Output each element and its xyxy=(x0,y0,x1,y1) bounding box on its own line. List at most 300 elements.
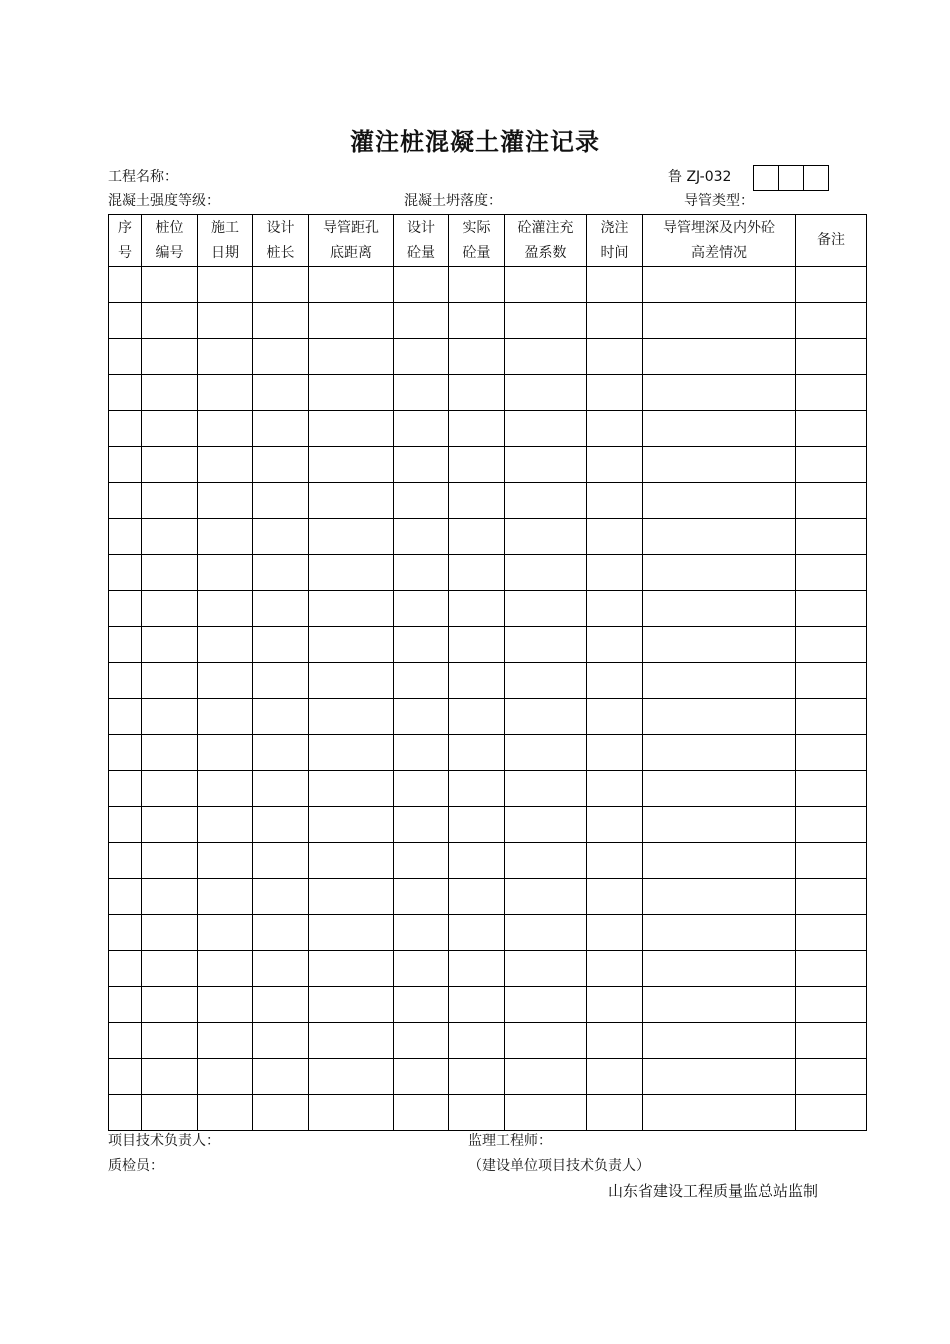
table-cell[interactable] xyxy=(587,699,643,735)
table-cell[interactable] xyxy=(253,807,309,843)
table-cell[interactable] xyxy=(505,663,587,699)
table-cell[interactable] xyxy=(198,879,253,915)
table-cell[interactable] xyxy=(309,339,394,375)
table-cell[interactable] xyxy=(394,699,449,735)
table-cell[interactable] xyxy=(505,519,587,555)
table-cell[interactable] xyxy=(587,915,643,951)
table-cell[interactable] xyxy=(796,987,867,1023)
table-cell[interactable] xyxy=(142,1059,198,1095)
table-cell[interactable] xyxy=(796,807,867,843)
tech-lead-label: 项目技术负责人： xyxy=(108,1133,220,1149)
table-cell[interactable] xyxy=(505,951,587,987)
table-cell[interactable] xyxy=(109,771,142,807)
table-cell[interactable] xyxy=(198,843,253,879)
table-cell[interactable] xyxy=(394,663,449,699)
table-cell[interactable] xyxy=(796,1095,867,1131)
table-cell[interactable] xyxy=(587,411,643,447)
table-cell[interactable] xyxy=(198,303,253,339)
table-cell[interactable] xyxy=(198,915,253,951)
table-cell[interactable] xyxy=(796,663,867,699)
table-cell[interactable] xyxy=(587,519,643,555)
table-cell[interactable] xyxy=(253,339,309,375)
table-cell[interactable] xyxy=(109,879,142,915)
table-cell[interactable] xyxy=(587,1059,643,1095)
table-cell[interactable] xyxy=(587,843,643,879)
table-row xyxy=(109,699,867,735)
table-cell[interactable] xyxy=(587,339,643,375)
table-cell[interactable] xyxy=(109,1095,142,1131)
table-cell[interactable] xyxy=(394,339,449,375)
table-cell[interactable] xyxy=(109,1023,142,1059)
table-cell[interactable] xyxy=(449,987,505,1023)
table-cell[interactable] xyxy=(309,699,394,735)
table-row xyxy=(109,771,867,807)
table-cell[interactable] xyxy=(587,663,643,699)
table-cell[interactable] xyxy=(142,807,198,843)
table-cell[interactable] xyxy=(796,1059,867,1095)
table-cell[interactable] xyxy=(796,555,867,591)
table-cell[interactable] xyxy=(643,267,796,303)
table-cell[interactable] xyxy=(253,267,309,303)
table-cell[interactable] xyxy=(505,447,587,483)
table-cell[interactable] xyxy=(253,1023,309,1059)
form-number-box[interactable] xyxy=(753,165,779,191)
table-cell[interactable] xyxy=(198,627,253,663)
table-cell[interactable] xyxy=(142,951,198,987)
table-cell[interactable] xyxy=(505,375,587,411)
table-cell[interactable] xyxy=(449,555,505,591)
table-cell[interactable] xyxy=(253,951,309,987)
table-cell[interactable] xyxy=(796,771,867,807)
form-number-boxes xyxy=(753,165,829,191)
table-cell[interactable] xyxy=(109,735,142,771)
table-cell[interactable] xyxy=(505,987,587,1023)
table-cell[interactable] xyxy=(394,267,449,303)
table-cell[interactable] xyxy=(198,339,253,375)
table-cell[interactable] xyxy=(198,735,253,771)
table-cell[interactable] xyxy=(109,915,142,951)
table-cell[interactable] xyxy=(142,519,198,555)
table-cell[interactable] xyxy=(505,1059,587,1095)
table-cell[interactable] xyxy=(449,843,505,879)
table-cell[interactable] xyxy=(109,555,142,591)
table-cell[interactable] xyxy=(142,1023,198,1059)
table-cell[interactable] xyxy=(142,1095,198,1131)
table-cell[interactable] xyxy=(587,951,643,987)
table-cell[interactable] xyxy=(587,807,643,843)
table-cell[interactable] xyxy=(449,663,505,699)
table-cell[interactable] xyxy=(505,627,587,663)
table-row xyxy=(109,267,867,303)
table-cell[interactable] xyxy=(394,627,449,663)
table-row xyxy=(109,843,867,879)
table-cell[interactable] xyxy=(643,303,796,339)
table-cell[interactable] xyxy=(253,879,309,915)
table-cell[interactable] xyxy=(643,735,796,771)
table-cell[interactable] xyxy=(449,303,505,339)
table-cell[interactable] xyxy=(643,591,796,627)
table-cell[interactable] xyxy=(198,483,253,519)
table-cell[interactable] xyxy=(449,699,505,735)
table-cell[interactable] xyxy=(505,879,587,915)
table-cell[interactable] xyxy=(643,483,796,519)
table-cell[interactable] xyxy=(449,951,505,987)
table-cell[interactable] xyxy=(587,879,643,915)
table-cell[interactable] xyxy=(394,879,449,915)
table-cell[interactable] xyxy=(198,267,253,303)
table-cell[interactable] xyxy=(796,843,867,879)
table-cell[interactable] xyxy=(198,807,253,843)
table-cell[interactable] xyxy=(394,807,449,843)
table-cell[interactable] xyxy=(796,699,867,735)
table-cell[interactable] xyxy=(796,447,867,483)
form-number-box[interactable] xyxy=(778,165,804,191)
table-cell[interactable] xyxy=(309,1023,394,1059)
table-cell[interactable] xyxy=(309,375,394,411)
table-cell[interactable] xyxy=(142,447,198,483)
table-cell[interactable] xyxy=(394,1059,449,1095)
table-cell[interactable] xyxy=(309,591,394,627)
table-cell[interactable] xyxy=(643,447,796,483)
table-cell[interactable] xyxy=(309,807,394,843)
table-cell[interactable] xyxy=(109,411,142,447)
table-cell[interactable] xyxy=(643,1023,796,1059)
table-cell[interactable] xyxy=(309,663,394,699)
table-cell[interactable] xyxy=(449,1095,505,1131)
table-cell[interactable] xyxy=(142,987,198,1023)
table-row xyxy=(109,483,867,519)
table-cell[interactable] xyxy=(253,663,309,699)
table-row xyxy=(109,1059,867,1095)
table-cell[interactable] xyxy=(309,483,394,519)
table-cell[interactable] xyxy=(449,915,505,951)
table-cell[interactable] xyxy=(253,843,309,879)
table-cell[interactable] xyxy=(643,915,796,951)
table-cell[interactable] xyxy=(449,411,505,447)
table-cell[interactable] xyxy=(449,807,505,843)
table-cell[interactable] xyxy=(253,915,309,951)
table-cell[interactable] xyxy=(394,987,449,1023)
table-cell[interactable] xyxy=(109,483,142,519)
table-cell[interactable] xyxy=(796,267,867,303)
table-cell[interactable] xyxy=(309,915,394,951)
table-cell[interactable] xyxy=(505,483,587,519)
table-cell[interactable] xyxy=(109,951,142,987)
table-cell[interactable] xyxy=(142,267,198,303)
table-cell[interactable] xyxy=(643,375,796,411)
table-cell[interactable] xyxy=(449,267,505,303)
table-cell[interactable] xyxy=(253,1095,309,1131)
table-row xyxy=(109,519,867,555)
table-cell[interactable] xyxy=(796,375,867,411)
table-cell[interactable] xyxy=(253,1059,309,1095)
table-cell[interactable] xyxy=(394,303,449,339)
table-row xyxy=(109,879,867,915)
table-cell[interactable] xyxy=(142,627,198,663)
table-cell[interactable] xyxy=(587,771,643,807)
table-cell[interactable] xyxy=(253,555,309,591)
table-cell[interactable] xyxy=(198,663,253,699)
table-cell[interactable] xyxy=(587,1095,643,1131)
table-cell[interactable] xyxy=(449,879,505,915)
table-cell[interactable] xyxy=(309,303,394,339)
table-cell[interactable] xyxy=(309,447,394,483)
table-cell[interactable] xyxy=(198,591,253,627)
table-cell[interactable] xyxy=(142,879,198,915)
table-cell[interactable] xyxy=(505,771,587,807)
conduit-type-label: 导管类型： xyxy=(684,193,754,209)
table-cell[interactable] xyxy=(796,1023,867,1059)
table-cell[interactable] xyxy=(309,735,394,771)
table-cell[interactable] xyxy=(198,519,253,555)
form-number-box[interactable] xyxy=(803,165,829,191)
table-cell[interactable] xyxy=(394,1023,449,1059)
table-cell[interactable] xyxy=(505,843,587,879)
table-cell[interactable] xyxy=(253,375,309,411)
table-cell[interactable] xyxy=(109,627,142,663)
table-cell[interactable] xyxy=(309,951,394,987)
table-cell[interactable] xyxy=(587,591,643,627)
table-cell[interactable] xyxy=(587,555,643,591)
table-cell[interactable] xyxy=(309,1095,394,1131)
table-cell[interactable] xyxy=(253,303,309,339)
table-cell[interactable] xyxy=(449,627,505,663)
table-cell[interactable] xyxy=(142,771,198,807)
table-cell[interactable] xyxy=(142,411,198,447)
table-cell[interactable] xyxy=(643,555,796,591)
header-fill-coefficient: 砼灌注充 盈系数 xyxy=(505,215,587,267)
table-cell[interactable] xyxy=(796,483,867,519)
table-cell[interactable] xyxy=(309,519,394,555)
table-cell[interactable] xyxy=(796,519,867,555)
table-cell[interactable] xyxy=(198,1059,253,1095)
table-cell[interactable] xyxy=(142,375,198,411)
table-cell[interactable] xyxy=(449,447,505,483)
table-cell[interactable] xyxy=(198,1023,253,1059)
table-cell[interactable] xyxy=(643,879,796,915)
table-cell[interactable] xyxy=(587,483,643,519)
table-cell[interactable] xyxy=(505,807,587,843)
table-cell[interactable] xyxy=(394,843,449,879)
table-cell[interactable] xyxy=(253,699,309,735)
table-cell[interactable] xyxy=(505,339,587,375)
table-cell[interactable] xyxy=(142,915,198,951)
slump-label: 混凝土坍落度： xyxy=(404,193,502,209)
table-cell[interactable] xyxy=(505,1023,587,1059)
table-cell[interactable] xyxy=(198,1095,253,1131)
table-cell[interactable] xyxy=(643,1095,796,1131)
table-cell[interactable] xyxy=(643,843,796,879)
table-cell[interactable] xyxy=(394,411,449,447)
table-cell[interactable] xyxy=(394,915,449,951)
table-cell[interactable] xyxy=(309,771,394,807)
table-cell[interactable] xyxy=(253,627,309,663)
table-cell[interactable] xyxy=(109,843,142,879)
table-cell[interactable] xyxy=(587,987,643,1023)
table-cell[interactable] xyxy=(309,987,394,1023)
table-cell[interactable] xyxy=(505,1095,587,1131)
table-cell[interactable] xyxy=(796,591,867,627)
header-pour-time: 浇注 时间 xyxy=(587,215,643,267)
table-cell[interactable] xyxy=(505,555,587,591)
table-cell[interactable] xyxy=(643,663,796,699)
table-cell[interactable] xyxy=(587,267,643,303)
table-cell[interactable] xyxy=(643,627,796,663)
table-cell[interactable] xyxy=(309,843,394,879)
table-row xyxy=(109,1095,867,1131)
table-cell[interactable] xyxy=(309,555,394,591)
builder-tech-lead-label: （建设单位项目技术负责人） xyxy=(468,1158,650,1174)
table-cell[interactable] xyxy=(587,447,643,483)
table-row xyxy=(109,303,867,339)
table-cell[interactable] xyxy=(796,735,867,771)
table-cell[interactable] xyxy=(394,1095,449,1131)
table-cell[interactable] xyxy=(142,735,198,771)
table-cell[interactable] xyxy=(142,699,198,735)
table-cell[interactable] xyxy=(505,303,587,339)
table-cell[interactable] xyxy=(253,447,309,483)
form-code: 鲁 ZJ-032 xyxy=(668,169,732,185)
table-cell[interactable] xyxy=(198,771,253,807)
table-cell[interactable] xyxy=(198,987,253,1023)
table-cell[interactable] xyxy=(587,303,643,339)
table-cell[interactable] xyxy=(449,375,505,411)
table-cell[interactable] xyxy=(643,807,796,843)
table-row xyxy=(109,663,867,699)
table-cell[interactable] xyxy=(109,1059,142,1095)
table-cell[interactable] xyxy=(796,339,867,375)
table-cell[interactable] xyxy=(796,951,867,987)
table-row xyxy=(109,555,867,591)
table-cell[interactable] xyxy=(109,663,142,699)
header-actual-volume: 实际 砼量 xyxy=(449,215,505,267)
table-cell[interactable] xyxy=(505,915,587,951)
header-pile-number: 桩位 编号 xyxy=(142,215,198,267)
table-cell[interactable] xyxy=(796,915,867,951)
table-header-row xyxy=(109,215,867,267)
table-cell[interactable] xyxy=(309,267,394,303)
table-cell[interactable] xyxy=(394,519,449,555)
table-cell[interactable] xyxy=(449,339,505,375)
table-cell[interactable] xyxy=(309,627,394,663)
table-cell[interactable] xyxy=(643,1059,796,1095)
table-cell[interactable] xyxy=(643,411,796,447)
table-cell[interactable] xyxy=(142,663,198,699)
table-cell[interactable] xyxy=(142,555,198,591)
table-cell[interactable] xyxy=(643,771,796,807)
table-cell[interactable] xyxy=(449,591,505,627)
table-cell[interactable] xyxy=(394,555,449,591)
header-conduit-distance: 导管距孔 底距离 xyxy=(309,215,394,267)
table-cell[interactable] xyxy=(796,303,867,339)
table-row xyxy=(109,1023,867,1059)
table-cell[interactable] xyxy=(796,627,867,663)
table-cell[interactable] xyxy=(394,447,449,483)
table-cell[interactable] xyxy=(449,1059,505,1095)
table-cell[interactable] xyxy=(449,483,505,519)
table-cell[interactable] xyxy=(109,591,142,627)
table-cell[interactable] xyxy=(505,267,587,303)
table-row xyxy=(109,807,867,843)
table-cell[interactable] xyxy=(587,375,643,411)
table-cell[interactable] xyxy=(505,411,587,447)
table-cell[interactable] xyxy=(109,807,142,843)
table-cell[interactable] xyxy=(505,591,587,627)
table-cell[interactable] xyxy=(394,771,449,807)
table-cell[interactable] xyxy=(394,591,449,627)
table-cell[interactable] xyxy=(449,735,505,771)
table-cell[interactable] xyxy=(109,519,142,555)
table-cell[interactable] xyxy=(643,987,796,1023)
table-cell[interactable] xyxy=(109,987,142,1023)
table-cell[interactable] xyxy=(109,267,142,303)
table-cell[interactable] xyxy=(587,735,643,771)
issuer-note: 山东省建设工程质量监总站监制 xyxy=(608,1182,819,1200)
table-cell[interactable] xyxy=(142,303,198,339)
table-cell[interactable] xyxy=(449,1023,505,1059)
table-cell[interactable] xyxy=(109,303,142,339)
table-cell[interactable] xyxy=(198,375,253,411)
table-cell[interactable] xyxy=(198,699,253,735)
pour-record-table xyxy=(108,214,867,1131)
table-cell[interactable] xyxy=(505,735,587,771)
table-cell[interactable] xyxy=(505,699,587,735)
table-cell[interactable] xyxy=(394,483,449,519)
table-cell[interactable] xyxy=(198,951,253,987)
table-cell[interactable] xyxy=(253,483,309,519)
table-cell[interactable] xyxy=(394,735,449,771)
table-cell[interactable] xyxy=(198,447,253,483)
table-cell[interactable] xyxy=(109,699,142,735)
strength-grade-label: 混凝土强度等级： xyxy=(108,193,220,209)
table-cell[interactable] xyxy=(253,987,309,1023)
table-cell[interactable] xyxy=(309,411,394,447)
table-cell[interactable] xyxy=(449,771,505,807)
table-cell[interactable] xyxy=(142,339,198,375)
table-cell[interactable] xyxy=(142,591,198,627)
table-cell[interactable] xyxy=(109,339,142,375)
table-cell[interactable] xyxy=(587,1023,643,1059)
table-cell[interactable] xyxy=(309,1059,394,1095)
table-cell[interactable] xyxy=(796,411,867,447)
table-cell[interactable] xyxy=(394,951,449,987)
table-cell[interactable] xyxy=(394,375,449,411)
project-name-label: 工程名称： xyxy=(108,169,178,185)
table-cell[interactable] xyxy=(142,483,198,519)
table-cell[interactable] xyxy=(643,699,796,735)
table-cell[interactable] xyxy=(109,375,142,411)
table-cell[interactable] xyxy=(253,735,309,771)
table-cell[interactable] xyxy=(142,843,198,879)
table-cell[interactable] xyxy=(643,339,796,375)
table-cell[interactable] xyxy=(109,447,142,483)
form-title: 灌注桩混凝土灌注记录 xyxy=(350,128,600,156)
table-cell[interactable] xyxy=(309,879,394,915)
table-cell[interactable] xyxy=(253,771,309,807)
table-cell[interactable] xyxy=(643,519,796,555)
table-cell[interactable] xyxy=(796,879,867,915)
table-row xyxy=(109,375,867,411)
table-cell[interactable] xyxy=(253,411,309,447)
table-cell[interactable] xyxy=(198,411,253,447)
table-cell[interactable] xyxy=(198,555,253,591)
table-cell[interactable] xyxy=(643,951,796,987)
table-cell[interactable] xyxy=(587,627,643,663)
table-cell[interactable] xyxy=(449,519,505,555)
table-cell[interactable] xyxy=(253,519,309,555)
table-cell[interactable] xyxy=(253,591,309,627)
header-design-pile-length: 设计 桩长 xyxy=(253,215,309,267)
